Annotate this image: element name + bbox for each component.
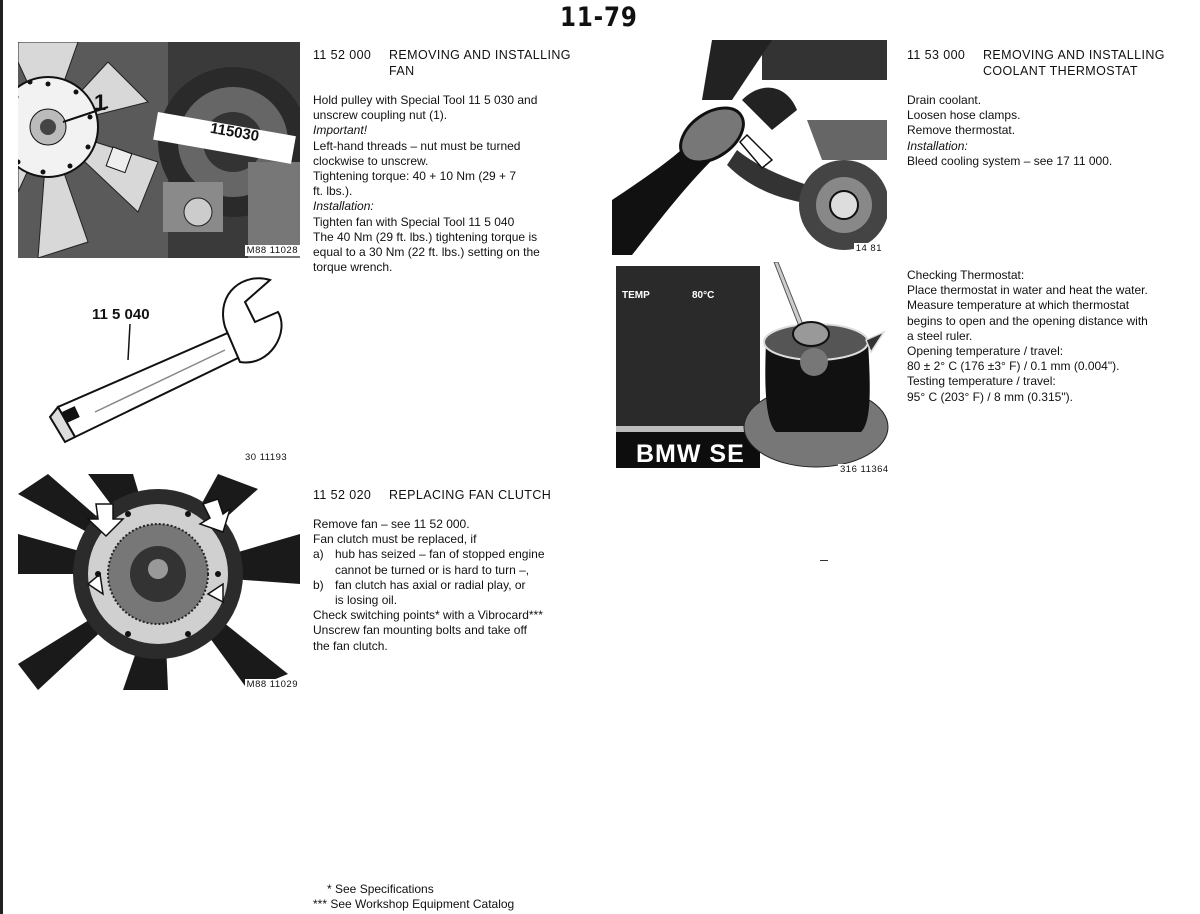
text-line: Unscrew fan mounting bolts and take off: [313, 623, 527, 638]
callout-1: 1: [94, 90, 107, 115]
text-line: unscrew coupling nut (1).: [313, 108, 448, 123]
bmw-logo-text: BMW SE: [636, 440, 745, 468]
item-text: fan clutch has axial or radial play, or: [335, 577, 526, 592]
important-label: Important!: [313, 123, 368, 138]
text-line: Tighten fan with Special Tool 11 5 040: [313, 214, 515, 229]
text-line: Place thermostat in water and heat the water.: [907, 283, 1148, 298]
section-body-fan: [313, 93, 540, 275]
text-line: Remove thermostat.: [907, 123, 1016, 138]
text-line: Fan clutch must be replaced, if: [313, 532, 477, 547]
figure-caption: 30 11193: [245, 452, 288, 463]
temp-value: 80°C: [692, 290, 715, 301]
temp-label: TEMP: [622, 290, 650, 301]
scan-edge: [0, 0, 3, 914]
title-line-1: REMOVING AND INSTALLING: [389, 48, 571, 62]
page-number: 11-79: [560, 2, 638, 33]
subheading: Checking Thermostat:: [907, 268, 1025, 282]
text-line: Drain coolant.: [907, 93, 982, 107]
figure-fan-clutch: [18, 474, 300, 690]
item-text: hub has seized – fan of stopped engine: [335, 547, 545, 562]
item-continuation: is losing oil.: [335, 593, 398, 608]
text-line: clockwise to unscrew.: [313, 153, 429, 168]
section-body-fan-clutch: [313, 517, 545, 654]
section-title-fan: [313, 47, 571, 79]
section-title-thermostat: [907, 47, 1165, 79]
text-line: Tightening torque: 40 + 10 Nm (29 + 7: [313, 169, 517, 184]
section-body-thermostat: [907, 93, 1112, 169]
figure-caption: 14 81: [855, 243, 882, 254]
thermostat-location-photo: [612, 40, 887, 255]
text-line: Bleed cooling system – see 17 11 000.: [907, 153, 1113, 168]
text-line: Left-hand threads – nut must be turned: [313, 138, 521, 153]
stray-mark: [820, 560, 828, 561]
text-line: Loosen hose clamps.: [907, 108, 1021, 123]
section-title-fan-clutch: [313, 487, 551, 503]
text-line: Testing temperature / travel:: [907, 374, 1056, 389]
text-line: equal to a 30 Nm (22 ft. lbs.) setting on the: [313, 245, 540, 260]
tool-label-115030: 115030: [208, 119, 261, 146]
figure-fan-removal: [18, 42, 300, 258]
text-line: Remove fan – see 11 52 000.: [313, 517, 470, 531]
installation-label: Installation:: [907, 138, 968, 153]
wrench-drawing: [40, 272, 310, 472]
title-line-1: REMOVING AND INSTALLING: [983, 48, 1165, 62]
item-label: b): [313, 577, 324, 592]
list-item-a: [313, 547, 545, 562]
footnote-specifications: * See Specifications: [327, 882, 434, 896]
figure-thermostat-location: [612, 40, 887, 255]
list-item-b: [313, 578, 545, 593]
figure-caption: M88 11028: [246, 245, 298, 256]
title-line-1: REPLACING FAN CLUTCH: [389, 488, 552, 502]
footnotes: [313, 882, 514, 912]
text-line: 95° C (203° F) / 8 mm (0.315").: [907, 389, 1073, 404]
tool-label-115040: 11 5 040: [92, 306, 150, 323]
item-continuation: cannot be turned or is hard to turn –,: [335, 562, 530, 577]
figure-caption: M88 11029: [246, 679, 298, 690]
text-line: torque wrench.: [313, 260, 393, 275]
text-line: The 40 Nm (29 ft. lbs.) tightening torque is: [313, 229, 538, 244]
section-code: 11 53 000: [907, 48, 966, 62]
title-line-2: COOLANT THERMOSTAT: [983, 64, 1138, 78]
figure-thermostat-test: [616, 262, 896, 478]
section-code: 11 52 000: [313, 48, 372, 62]
text-line: the fan clutch.: [313, 638, 388, 653]
text-line: begins to open and the opening distance with: [907, 313, 1148, 328]
title-line-2: FAN: [389, 64, 415, 78]
text-line: Hold pulley with Special Tool 11 5 030 and: [313, 93, 538, 107]
fan-removal-photo: [18, 42, 300, 258]
text-line: Opening temperature / travel:: [907, 344, 1064, 359]
section-code: 11 52 020: [313, 488, 372, 502]
footnote-workshop-equipment: *** See Workshop Equipment Catalog: [313, 897, 515, 911]
fan-clutch-photo: [18, 474, 300, 690]
figure-wrench: [40, 272, 310, 472]
installation-label: Installation:: [313, 199, 374, 214]
text-line: Measure temperature at which thermostat: [907, 298, 1130, 313]
section-body-checking-thermostat: [907, 268, 1148, 405]
figure-caption: 316 11364: [840, 464, 889, 475]
text-line: Check switching points* with a Vibrocard***: [313, 608, 543, 623]
text-line: 80 ± 2° C (176 ±3° F) / 0.1 mm (0.004").: [907, 359, 1120, 374]
item-label: a): [313, 547, 324, 562]
text-line: a steel ruler.: [907, 328, 973, 343]
text-line: ft. lbs.).: [313, 184, 353, 199]
